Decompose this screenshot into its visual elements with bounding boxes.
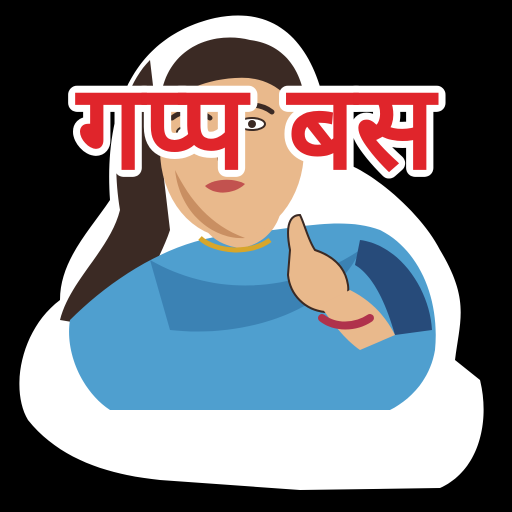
caption-text: गप्प बस (76, 58, 436, 196)
caption-art (0, 0, 512, 200)
